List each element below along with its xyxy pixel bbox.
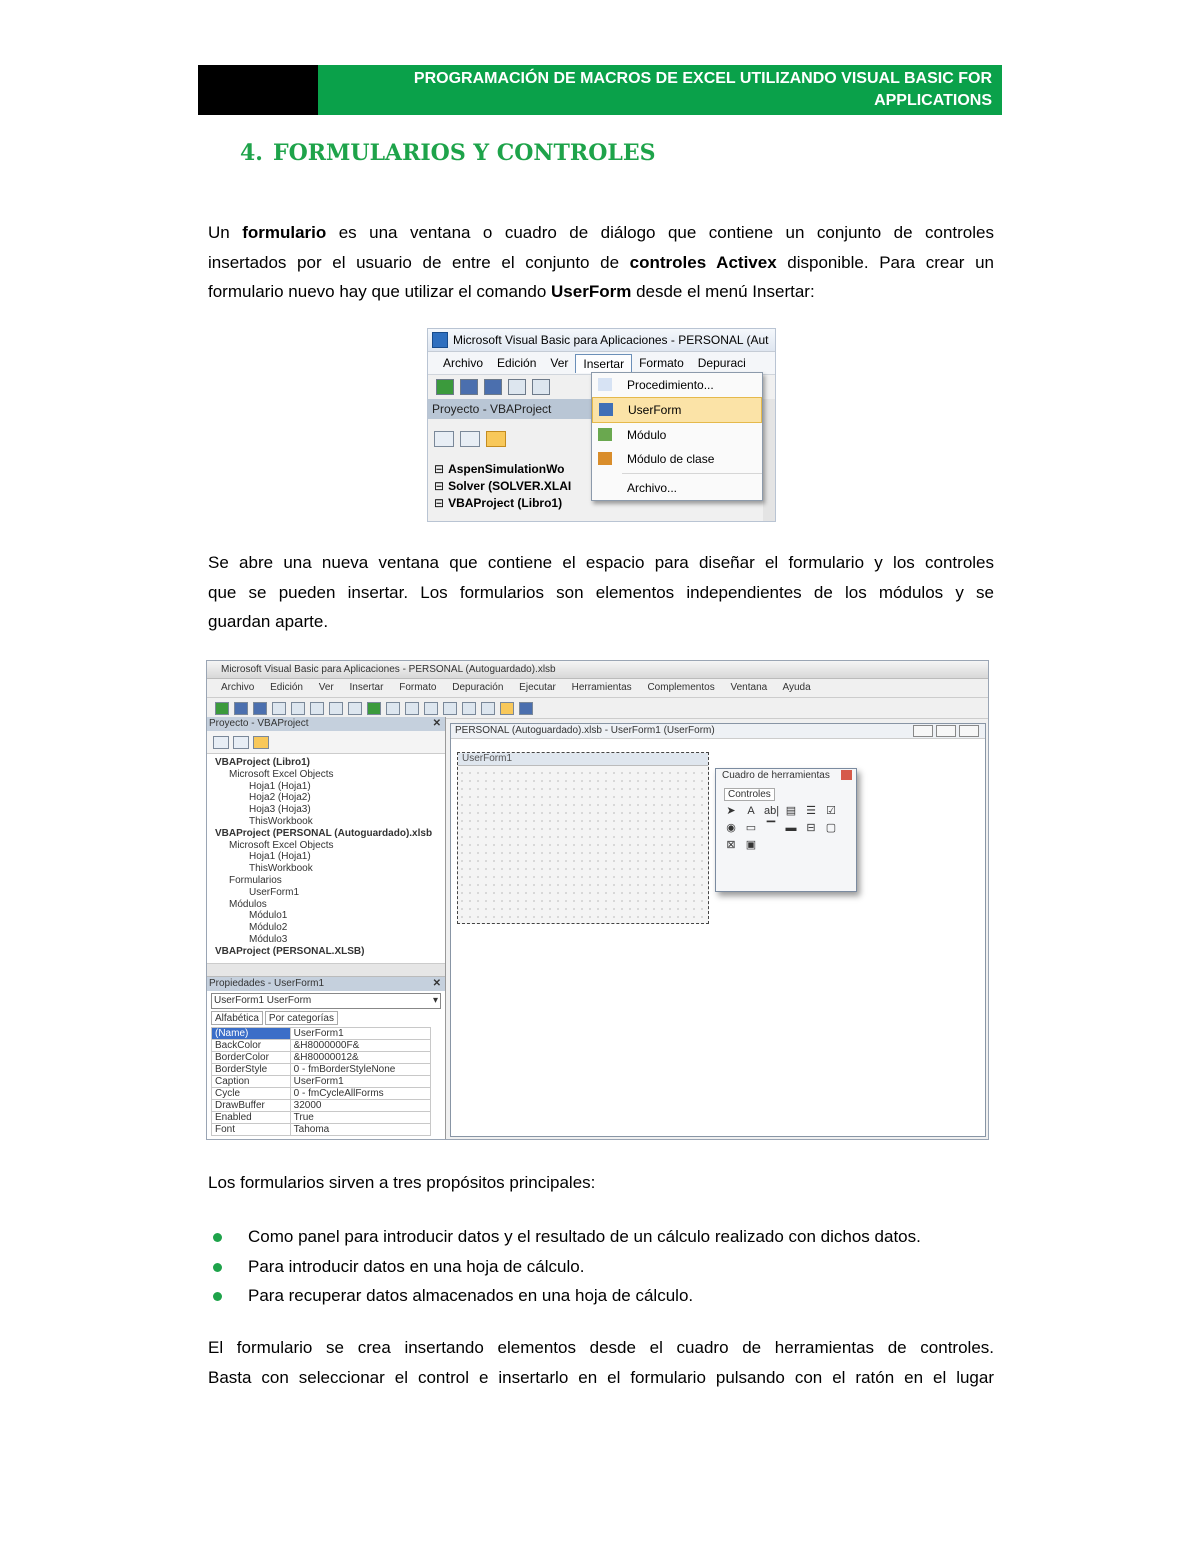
menu-herramientas[interactable]: Herramientas (571, 682, 632, 693)
paragraph-new-window (208, 548, 994, 637)
class-module-icon (598, 452, 612, 465)
toolbox-icon[interactable] (500, 702, 514, 715)
header-title-line2: APPLICATIONS (874, 92, 992, 109)
header-title-line1: PROGRAMACIÓN DE MACROS DE EXCEL UTILIZANDO VISUAL BASIC FOR (413, 70, 992, 87)
scrollbar[interactable] (207, 963, 445, 977)
cut-icon[interactable] (508, 379, 526, 395)
menu-depuracion[interactable]: Depuración (452, 682, 504, 693)
section-number: 4. (240, 140, 263, 166)
close-icon[interactable] (959, 725, 979, 737)
excel-icon[interactable] (215, 702, 229, 715)
menu-insertar[interactable]: Insertar (575, 354, 632, 373)
property-name: BorderStyle (212, 1064, 291, 1076)
tree-item[interactable]: ThisWorkbook (249, 815, 313, 827)
bullet-icon (213, 1263, 222, 1272)
project-pane-toolbar (434, 431, 506, 447)
menu-separator (622, 473, 762, 474)
toolbox-title-text: Cuadro de herramientas (722, 770, 830, 781)
tree-item[interactable]: ⊟ Solver (SOLVER.XLAI (434, 478, 571, 495)
tree-item[interactable]: Módulos (229, 898, 267, 910)
procedure-icon (598, 378, 612, 391)
toolbox-control-icon[interactable]: ⊟ (806, 822, 816, 834)
tree-item[interactable]: ⊟ AspenSimulationWo (434, 461, 571, 478)
list-item (208, 1252, 921, 1282)
project-pane-title (207, 717, 445, 731)
vba-menubar (207, 679, 988, 698)
object-selector[interactable]: UserForm1 UserForm ▾ (211, 993, 441, 1009)
bullet-icon (213, 1292, 222, 1301)
table-row[interactable] (212, 1076, 431, 1088)
table-row[interactable] (212, 1088, 431, 1100)
menu-insertar[interactable]: Insertar (349, 682, 384, 693)
property-name: Caption (212, 1076, 291, 1088)
toolbox-control-icon[interactable]: ⊠ (726, 839, 736, 851)
menu-item-modulo[interactable] (592, 423, 762, 447)
userform-window-title (451, 724, 985, 739)
design-workspace (450, 723, 986, 1137)
menu-formato[interactable]: Formato (399, 682, 437, 693)
tree-item[interactable]: Módulo2 (249, 922, 288, 934)
property-value[interactable]: True (290, 1112, 430, 1124)
close-icon[interactable]: ✕ (432, 718, 441, 729)
view-object-icon[interactable] (460, 431, 480, 447)
toolbox-control-icon[interactable]: ☰ (806, 805, 816, 817)
property-name: (Name) (212, 1028, 291, 1040)
property-name: Font (212, 1124, 291, 1136)
insert-userform-icon[interactable] (234, 702, 248, 715)
menu-item-archivo[interactable] (592, 476, 762, 500)
tree-item[interactable]: Hoja1 (Hoja1) (249, 780, 311, 792)
window-controls (913, 725, 979, 737)
properties-icon[interactable] (462, 702, 476, 715)
list-item (208, 1281, 921, 1311)
tab-alfabetica[interactable]: Alfabética (211, 1011, 263, 1025)
undo-icon[interactable] (329, 702, 343, 715)
paragraph-line: Basta con seleccionar el control e insertarlo en el formulario pulsando con el ratón en el lugar (208, 1367, 994, 1387)
list-item-text: Para recuperar datos almacenados en una hoja de cálculo. (248, 1286, 694, 1305)
text-run: formulario nuevo hay que utilizar el comando (208, 282, 552, 301)
menu-depuracion[interactable]: Depuraci (697, 356, 746, 370)
properties-pane-title (207, 977, 445, 991)
property-name: Enabled (212, 1112, 291, 1124)
menu-item-label: Archivo... (627, 481, 678, 495)
toolbox-control-icon[interactable]: A (747, 805, 755, 817)
paragraph-line (208, 218, 994, 248)
menu-item-label: Módulo de clase (627, 452, 715, 466)
menu-item-label: UserForm (628, 403, 682, 417)
properties-tabs (207, 1011, 445, 1025)
toolbox-controls (724, 805, 856, 852)
userform-title: UserForm1 (458, 753, 708, 766)
project-tree (207, 754, 445, 963)
table-row[interactable] (212, 1028, 431, 1040)
property-value[interactable]: 0 - fmBorderStyleNone (290, 1064, 430, 1076)
project-pane-title: Proyecto - VBAProject (428, 399, 593, 419)
toggle-folders-icon[interactable] (486, 431, 506, 447)
pane-title-text: Proyecto - VBAProject (209, 718, 309, 729)
paragraph-line (208, 277, 994, 307)
list-item-text: Como panel para introducir datos y el resultado de un cálculo realizado con dichos datos. (248, 1227, 921, 1246)
redo-icon[interactable] (348, 702, 362, 715)
property-name: BorderColor (212, 1052, 291, 1064)
tree-item[interactable]: Hoja2 (Hoja2) (249, 792, 311, 804)
table-row[interactable] (212, 1112, 431, 1124)
property-name: Cycle (212, 1088, 291, 1100)
bold-term: UserForm (551, 282, 632, 301)
menu-ayuda[interactable]: Ayuda (782, 682, 811, 693)
window-title: PERSONAL (Autoguardado).xlsb - UserForm1 (UserForm) (455, 725, 715, 736)
menu-ejecutar[interactable]: Ejecutar (519, 682, 556, 693)
run-icon[interactable] (367, 702, 381, 715)
tree-item[interactable]: Hoja1 (Hoja1) (249, 851, 311, 863)
toolbox-control-icon[interactable]: ▭ (745, 822, 757, 834)
tree-item[interactable]: Hoja3 (Hoja3) (249, 804, 311, 816)
screenshot-insert-menu (427, 328, 776, 522)
text-run: desde el menú Insertar: (631, 282, 815, 301)
tree-item[interactable]: Módulo1 (249, 910, 288, 922)
table-row[interactable] (212, 1124, 431, 1136)
bold-term: formulario (242, 223, 327, 242)
userform-canvas[interactable] (457, 752, 709, 924)
menu-complementos[interactable]: Complementos (647, 682, 715, 693)
tree-item[interactable]: Microsoft Excel Objects (229, 768, 334, 780)
tab-por-categorias[interactable]: Por categorías (265, 1011, 338, 1025)
tree-item[interactable]: VBAProject (Libro1) (215, 757, 311, 768)
properties-grid (211, 1027, 431, 1136)
screenshot-vba-editor (206, 660, 989, 1140)
view-code-icon[interactable] (213, 736, 229, 749)
copy-icon[interactable] (532, 379, 550, 395)
excel-icon[interactable] (436, 379, 454, 395)
property-value[interactable]: UserForm1 (290, 1076, 430, 1088)
tree-item[interactable]: ThisWorkbook (249, 863, 313, 875)
toolbox-control-icon[interactable]: ➤ (726, 805, 736, 817)
module-icon (598, 428, 612, 441)
save-icon[interactable] (253, 702, 267, 715)
menu-edicion[interactable]: Edición (270, 682, 303, 693)
property-value[interactable]: UserForm1 (290, 1028, 430, 1040)
property-value[interactable]: &H8000000F& (290, 1040, 430, 1052)
table-row[interactable] (212, 1100, 431, 1112)
menu-archivo[interactable]: Archivo (221, 682, 255, 693)
tree-item[interactable]: UserForm1 (249, 886, 300, 898)
minimize-icon[interactable] (913, 725, 933, 737)
text-run: insertados por el usuario de entre el conjunto de (208, 252, 630, 272)
paragraph-line (208, 248, 994, 278)
vba-titlebar: Microsoft Visual Basic para Aplicaciones - PERSONAL (Autoguardado).xlsb (207, 661, 988, 679)
property-value[interactable]: 32000 (290, 1100, 430, 1112)
text-run: Un (208, 223, 243, 242)
pause-icon[interactable] (386, 702, 400, 715)
paragraph-line: Se abre una nueva ventana que contiene el espacio para diseñar el formulario y los controles (208, 553, 994, 572)
tree-item[interactable]: Módulo3 (249, 933, 288, 945)
bullet-icon (213, 1233, 222, 1242)
close-icon[interactable] (841, 770, 852, 780)
toolbox-control-icon[interactable]: ◉ (726, 822, 736, 834)
userform-icon (599, 403, 613, 416)
toolbox-control-icon[interactable]: ☑ (826, 805, 836, 817)
project-explorer-icon[interactable] (443, 702, 457, 715)
property-name: DrawBuffer (212, 1100, 291, 1112)
pane-title-text: Propiedades - UserForm1 (209, 978, 325, 989)
paste-icon[interactable] (310, 702, 324, 715)
vba-titlebar (428, 329, 775, 352)
toolbox-control-icon[interactable]: ▤ (785, 805, 797, 817)
help-icon[interactable] (519, 702, 533, 715)
paragraph-purposes: Los formularios sirven a tres propósitos principales: (208, 1173, 596, 1192)
section-heading (240, 140, 656, 166)
design-mode-icon[interactable] (424, 702, 438, 715)
list-item (208, 1222, 921, 1252)
toggle-folders-icon[interactable] (253, 736, 269, 749)
property-value[interactable]: 0 - fmCycleAllForms (290, 1088, 430, 1100)
menu-ver[interactable]: Ver (318, 682, 334, 693)
paragraph-create-form (208, 1333, 994, 1392)
menu-item-label: Módulo (627, 428, 667, 442)
toolbox-control-icon[interactable]: ab| (764, 805, 780, 817)
tree-item[interactable]: Microsoft Excel Objects (229, 839, 334, 851)
maximize-icon[interactable] (936, 725, 956, 737)
paragraph-line: El formulario se crea insertando elementos desde el cuadro de herramientas de controles. (208, 1338, 994, 1357)
menu-edicion[interactable]: Edición (497, 356, 537, 370)
tree-item[interactable]: Formularios (229, 874, 282, 886)
tree-item[interactable]: VBAProject (PERSONAL.XLSB) (215, 945, 365, 957)
property-value[interactable]: Tahoma (290, 1124, 430, 1136)
scrollbar[interactable] (763, 399, 775, 521)
property-value[interactable]: &H80000012& (290, 1052, 430, 1064)
menu-archivo[interactable]: Archivo (443, 356, 484, 370)
menu-ver[interactable]: Ver (550, 356, 569, 370)
project-tree (434, 461, 571, 512)
object-browser-icon[interactable] (481, 702, 495, 715)
toolbox-control-icon[interactable]: ▬ (785, 822, 797, 834)
page-header (198, 65, 1002, 115)
project-pane-toolbar (207, 731, 445, 754)
table-row[interactable] (212, 1052, 431, 1064)
paragraph-line: que se pueden insertar. Los formularios son elementos independientes de los módulos y se (208, 582, 994, 602)
left-panels (207, 717, 446, 1139)
save-icon[interactable] (484, 379, 502, 395)
vba-toolbar (207, 698, 988, 719)
header-black-block (198, 65, 318, 115)
bold-term: controles Activex (629, 252, 777, 272)
view-code-icon[interactable] (434, 431, 454, 447)
stop-icon[interactable] (405, 702, 419, 715)
insert-userform-icon[interactable] (460, 379, 478, 395)
view-object-icon[interactable] (233, 736, 249, 749)
menu-ventana[interactable]: Ventana (730, 682, 768, 693)
menu-item-modulo-clase[interactable] (592, 447, 762, 471)
menu-item-userform[interactable] (592, 397, 762, 423)
paragraph-line: guardan aparte. (208, 612, 329, 631)
tree-item[interactable]: ⊟ VBAProject (Libro1) (434, 495, 571, 512)
tree-item[interactable]: VBAProject (PERSONAL (Autoguardado).xlsb (215, 827, 433, 839)
vba-app-icon (432, 332, 448, 348)
header-title (318, 65, 1002, 115)
menu-formato[interactable]: Formato (639, 356, 684, 370)
menu-item-procedimiento[interactable] (592, 373, 762, 397)
text-run: disponible. Para crear un (776, 252, 994, 272)
close-icon[interactable]: ✕ (432, 978, 441, 989)
toolbox-title (716, 769, 856, 782)
toolbox-tab-controles[interactable]: Controles (724, 788, 775, 801)
paragraph-intro (208, 218, 994, 307)
table-row[interactable] (212, 1040, 431, 1052)
cut-icon[interactable] (272, 702, 286, 715)
text-run: es una ventana o cuadro de diálogo que contiene un conjunto de controles (326, 223, 994, 242)
toolbox-control-icon[interactable]: ▔ (766, 822, 776, 834)
insertar-dropdown (591, 372, 763, 501)
menu-item-label: Procedimiento... (627, 378, 714, 392)
toolbox-control-icon[interactable]: ▢ (825, 822, 837, 834)
section-title: FORMULARIOS Y CONTROLES (272, 140, 656, 166)
purpose-list (208, 1222, 921, 1311)
table-row[interactable] (212, 1064, 431, 1076)
property-name: BackColor (212, 1040, 291, 1052)
window-title: Microsoft Visual Basic para Aplicaciones - PERSONAL (Aut (453, 333, 769, 347)
list-item-text: Para introducir datos en una hoja de cálculo. (248, 1256, 585, 1276)
toolbox-control-icon[interactable]: ▣ (745, 839, 757, 851)
toolbox-window (715, 768, 857, 892)
copy-icon[interactable] (291, 702, 305, 715)
